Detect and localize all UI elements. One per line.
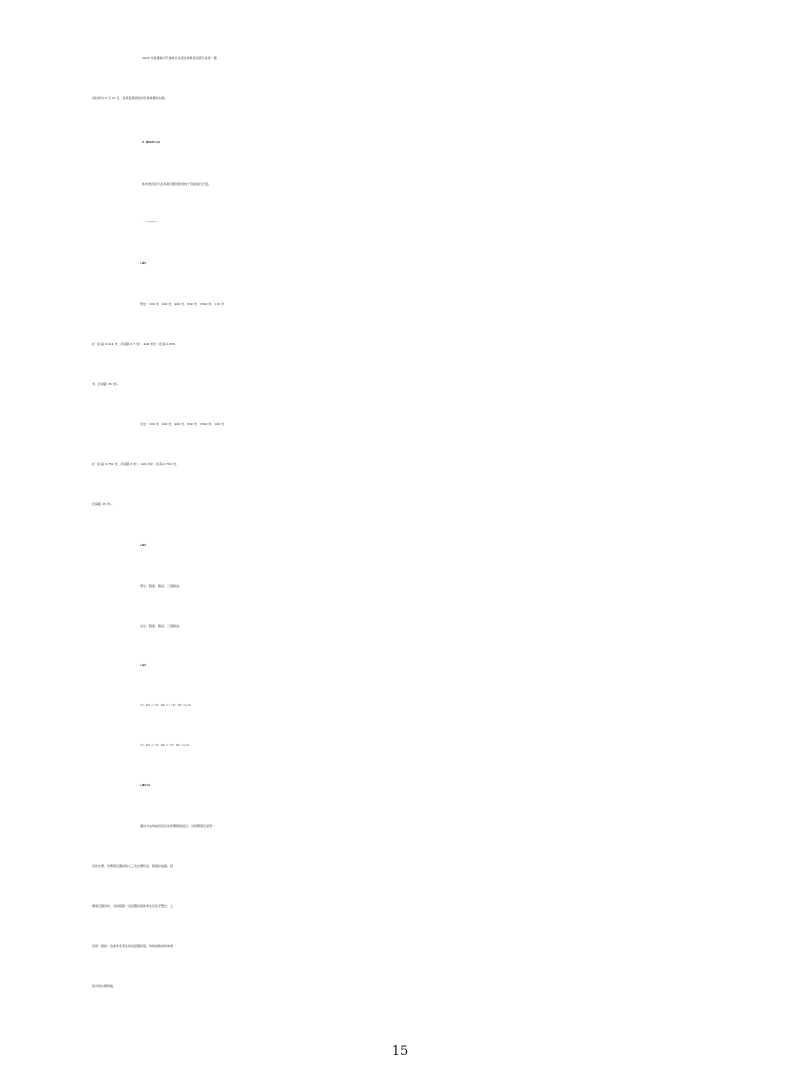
page-number: 15 bbox=[391, 1044, 409, 1059]
paragraph-line: 男生：100 米、200 米、400 米、800 米、1500 米、110 米 bbox=[140, 302, 224, 306]
paragraph-line: 栏间距 35 米）。 bbox=[92, 502, 115, 506]
subsection-heading: （一）田径专项技术测试标准与方法 bbox=[142, 222, 158, 223]
paragraph-line: 男生：铅球（5 千克）、铁饼（1.5 千克）、标枪（700 克）。 bbox=[140, 705, 194, 707]
item-heading: 3.投类 bbox=[140, 665, 147, 667]
paragraph-line: 的当场比赛资格。 bbox=[92, 984, 117, 988]
paragraph-line: 测试方法均按田径运动竞赛规则进行。对径赛项目采用一 bbox=[140, 824, 216, 828]
item-heading: 1.跑类 bbox=[140, 263, 147, 265]
paragraph-line: 2025 年普通高中艺体特长生招生体育类田径专业统一测 bbox=[142, 56, 217, 60]
paragraph-line: 栏（栏高 0.762 米、栏间距 8 米）、400 米栏（栏高 0.762 米、 bbox=[92, 462, 179, 466]
paragraph-line: 赛项目测试中，对每组第一次起跑犯规的考生应给予警告，之 bbox=[92, 904, 174, 908]
item-heading: 4.测试方法 bbox=[140, 785, 151, 787]
paragraph-line: 试时间为 6 月 21 日，各项目测试时间以具体通知为准。 bbox=[92, 96, 168, 100]
paragraph-line: 女生：跳高、跳远、三级跳远。 bbox=[140, 624, 183, 628]
paragraph-line: 女生：铅球（3 千克）、铁饼（1 千克）、标枪（500 克）。 bbox=[140, 745, 192, 747]
item-heading: 2.跳类 bbox=[140, 545, 147, 547]
paragraph-line: 栏（栏高 0.914 米、栏间距 8.7 米）、400 米栏（栏高 0.838 bbox=[92, 342, 175, 346]
section-heading: 四、测试标准与办法 bbox=[142, 142, 161, 144]
paragraph-line: 女生：100 米、200 米、400 米、800 米、1500 米、100 米 bbox=[140, 422, 224, 426]
paragraph-line: 后同一组的一名或多名考生每次起跑犯规，均将被取消该单项 bbox=[92, 944, 174, 948]
paragraph-line: 体育类田径专业各项目测试使用电子设备进行计量。 bbox=[142, 182, 212, 186]
paragraph-line: 男生：跳高、跳远、三级跳远。 bbox=[140, 584, 183, 588]
paragraph-line: 米、栏间距 35 米）。 bbox=[92, 382, 121, 386]
paragraph-line: 次性比赛；田赛项目测试每人三次比赛机会，取最好成绩。径 bbox=[92, 864, 174, 868]
